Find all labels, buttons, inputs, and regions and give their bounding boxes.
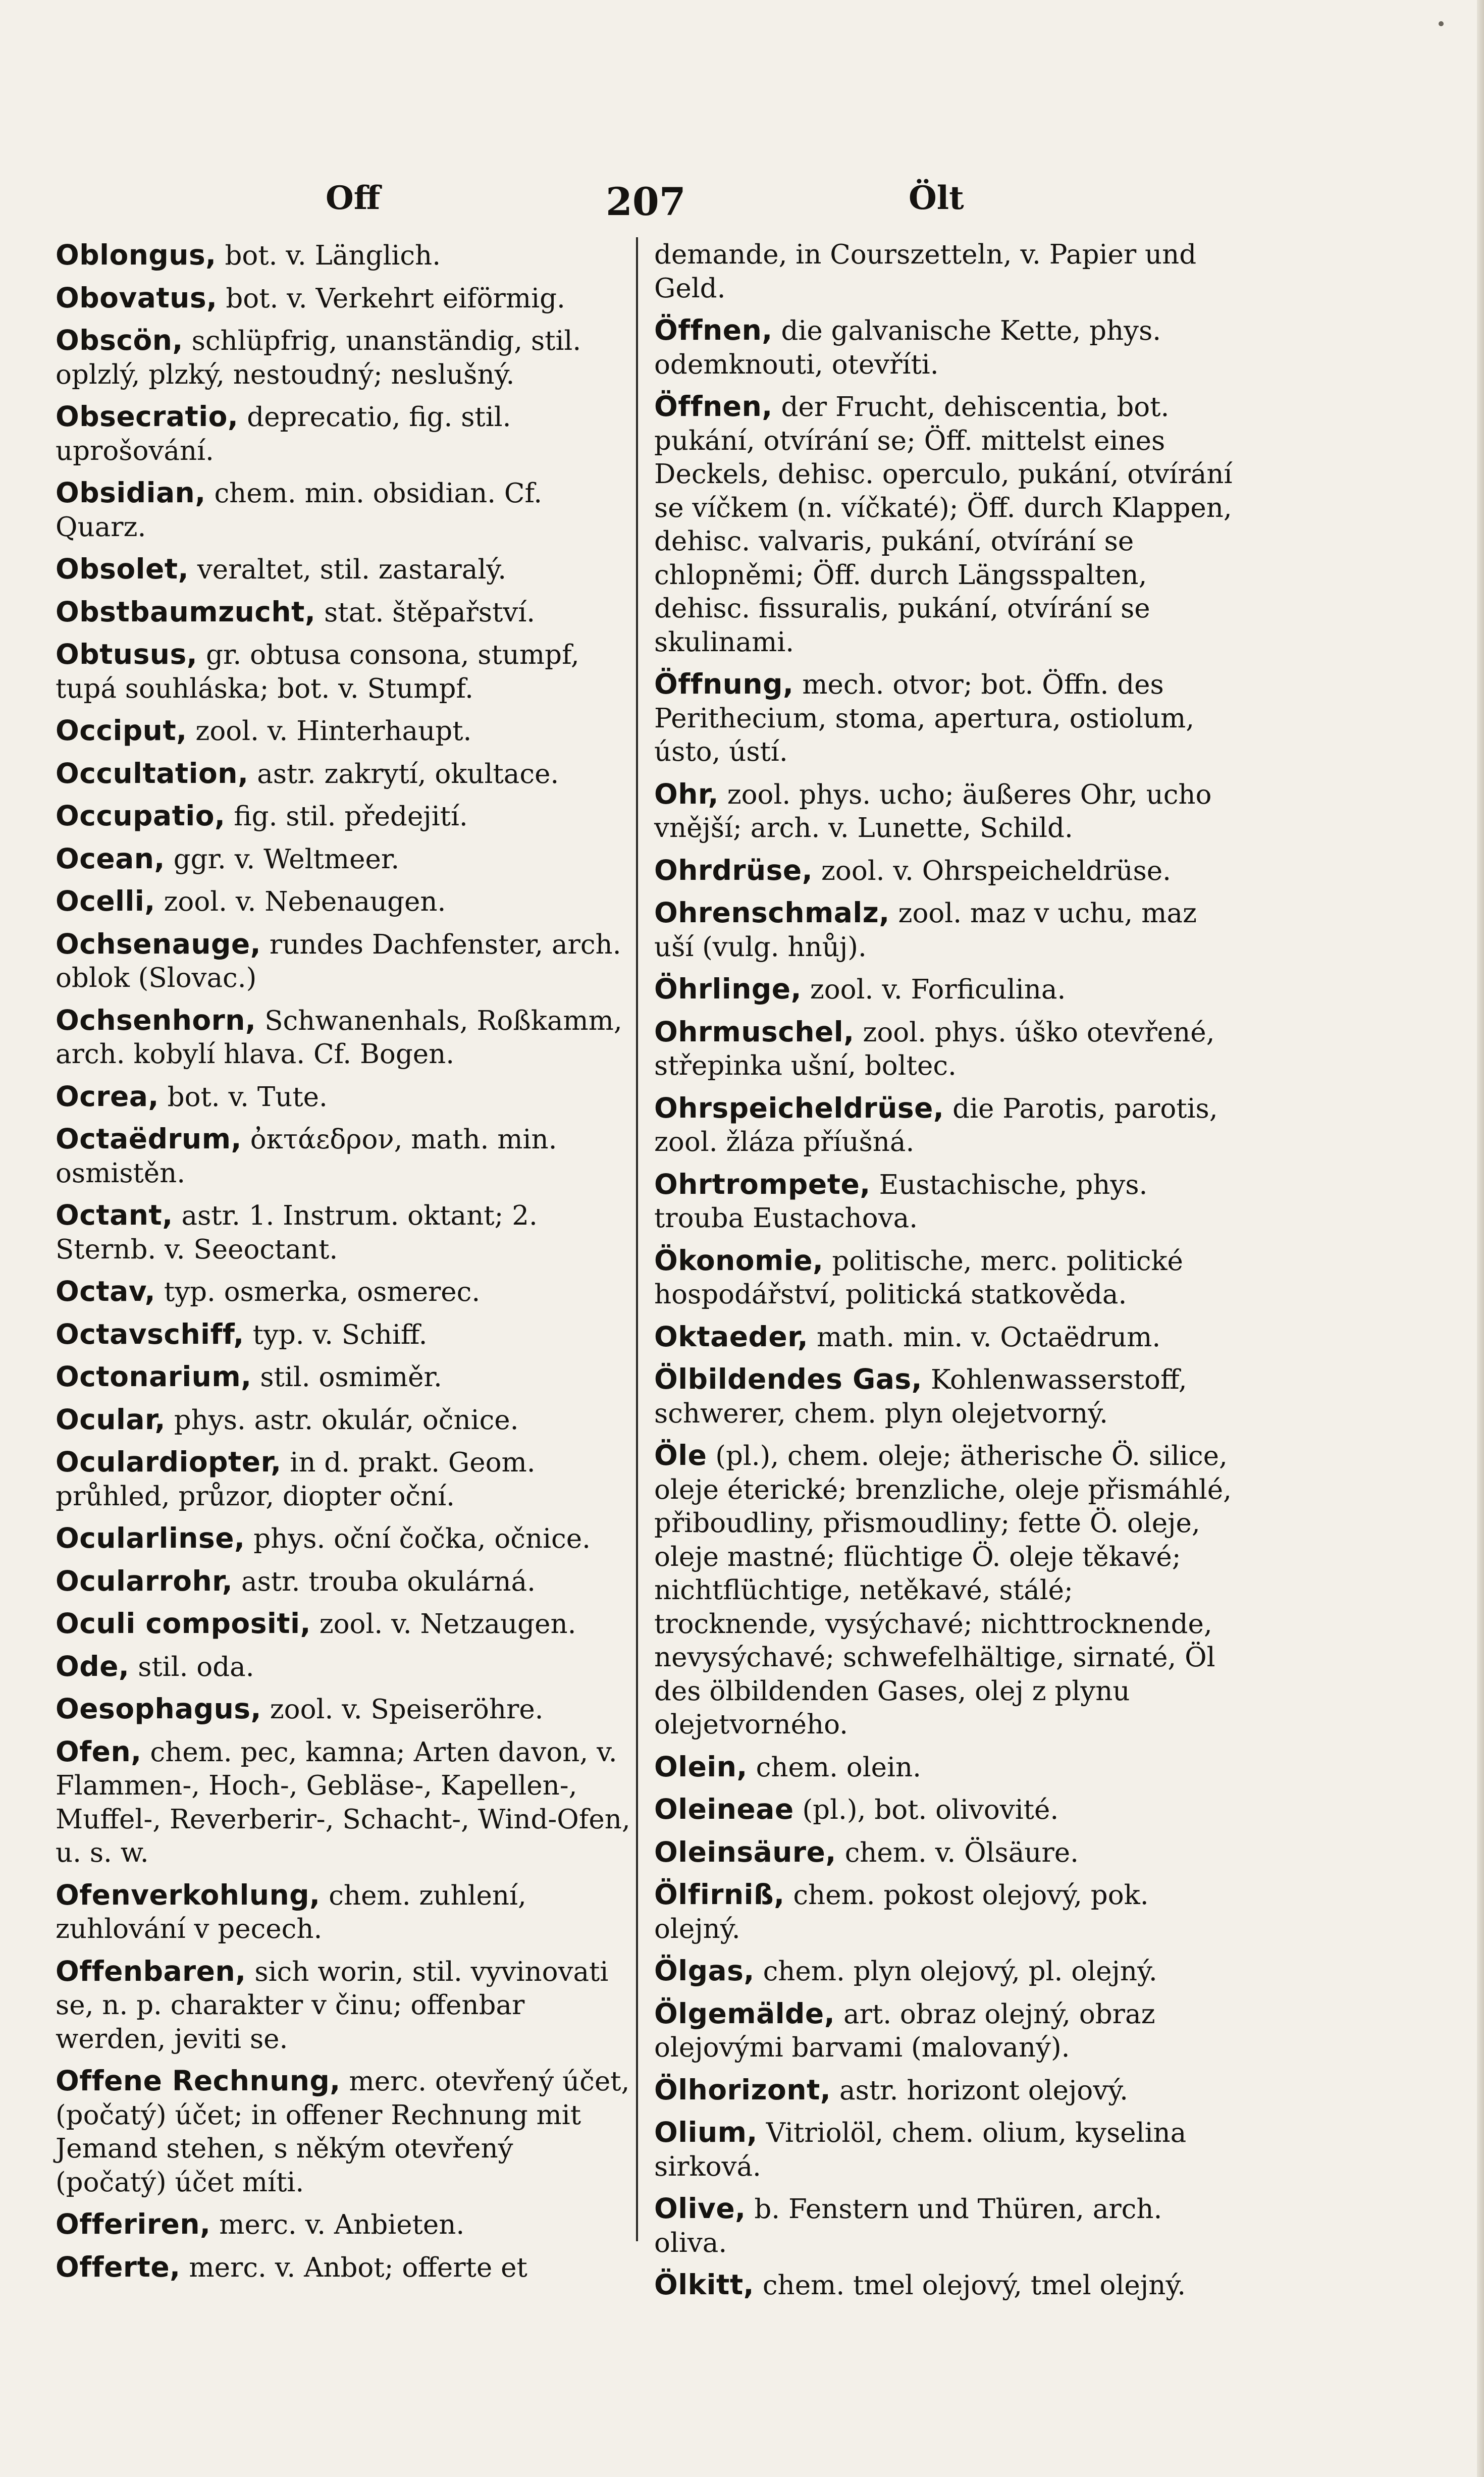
entry-definition: astr. zakrytí, okultace. xyxy=(257,758,559,789)
dictionary-entry xyxy=(56,2207,631,2242)
ink-speck xyxy=(1439,21,1444,26)
page-number: 207 xyxy=(606,179,686,224)
entry-headword: Occupatio, xyxy=(56,800,226,832)
entry-definition: chem. v. Ölsäure. xyxy=(844,1837,1079,1868)
dictionary-entry xyxy=(654,238,1235,305)
header-left-word: Off xyxy=(326,179,381,217)
entry-headword: Ocular, xyxy=(56,1403,166,1436)
entry-headword: Oculi compositi, xyxy=(56,1607,311,1640)
dictionary-entry xyxy=(56,757,631,792)
entry-headword: Obsidian, xyxy=(56,477,206,509)
entry-headword: Obsecratio, xyxy=(56,400,239,433)
entry-headword: Ölbildendes Gas, xyxy=(654,1363,922,1395)
dictionary-entry xyxy=(654,1362,1235,1431)
entry-definition: phys. astr. okulár, očnice. xyxy=(174,1404,519,1436)
entry-definition: deprecatio, fig. stil. uprošování. xyxy=(56,402,511,466)
entry-headword: Olein, xyxy=(654,1750,748,1783)
entry-definition: zool. v. Speiseröhre. xyxy=(270,1694,544,1725)
entry-definition: gr. obtusa consona, stumpf, tupá souhláska; bot. v. Stumpf. xyxy=(56,640,579,704)
entry-headword: Offeriren, xyxy=(56,2208,211,2240)
dictionary-entry xyxy=(654,1439,1235,1742)
entry-headword: Obtusus, xyxy=(56,638,198,670)
entry-definition: stat. štěpařství. xyxy=(324,597,536,628)
entry-headword: Ocularrohr, xyxy=(56,1564,233,1597)
dictionary-entry xyxy=(654,1015,1235,1083)
entry-headword: Oblongus, xyxy=(56,239,217,271)
entry-headword: Ofen, xyxy=(56,1735,142,1768)
entry-definition: zool. v. Hinterhaupt. xyxy=(195,716,472,747)
dictionary-entry xyxy=(56,842,631,877)
running-header xyxy=(66,179,1216,235)
dictionary-entry xyxy=(654,1793,1235,1827)
entry-definition: zool. v. Nebenaugen. xyxy=(164,886,446,917)
entry-definition: in d. prakt. Geom. průhled, průzor, diopter oční. xyxy=(56,1447,536,1512)
entry-definition: rundes Dachfenster, arch. oblok (Slovac.) xyxy=(56,929,621,993)
entry-headword: Öffnen, xyxy=(654,390,773,423)
dictionary-entry xyxy=(56,595,631,630)
entry-definition: demande, in Courszetteln, v. Papier und Geld. xyxy=(654,239,1197,304)
dictionary-entry xyxy=(654,667,1235,769)
entry-definition: (pl.), chem. oleje; ätherische Ö. silice, oleje éterické; brenzliche, oleje přismáhlé, přiboudliny, přismoudliny; fette Ö. oleje, oleje mastné; flüchtige Ö. oleje těkavé; nichtflüchtige, netěkavé, stálé; trocknende, vysýchavé; nichttrocknende, nevysýchavé; schwefelhältige, sirnaté, Öl des ölbildenden Gases, olej z plynu olejetvorného. xyxy=(654,1441,1232,1740)
dictionary-entry xyxy=(654,1320,1235,1355)
entry-definition: chem. pokost olejový, pok. olejný. xyxy=(654,1880,1149,1944)
dictionary-entry xyxy=(654,1878,1235,1946)
dictionary-entry xyxy=(56,2250,631,2285)
entry-headword: Ocularlinse, xyxy=(56,1522,245,1554)
entry-headword: Öle xyxy=(654,1439,707,1471)
entry-definition: zool. phys. ucho; äußeres Ohr, ucho vnější; arch. v. Lunette, Schild. xyxy=(654,779,1212,844)
entry-definition: der Frucht, dehiscentia, bot. pukání, otvírání se; Öff. mittelst eines Deckels, dehisc. operculo, pukání, otvírání se víčkem (n. víčkaté); Öff. durch Klappen, dehisc. valvaris, pukání, otvírání se chlopněmi; Öff. durch Längsspalten, dehisc. fissuralis, pukání, otvírání se skulinami. xyxy=(654,392,1233,658)
entry-definition: zool. v. Netzaugen. xyxy=(319,1609,576,1640)
dictionary-entry xyxy=(654,1091,1235,1160)
dictionary-entry xyxy=(56,1607,631,1642)
entry-definition: veraltet, stil. zastaralý. xyxy=(197,554,507,585)
dictionary-entry xyxy=(56,927,631,995)
entry-definition: die Parotis, parotis, zool. žláza příušná. xyxy=(654,1093,1218,1157)
entry-headword: Ohrenschmalz, xyxy=(654,897,890,929)
entry-definition: chem. zuhlení, zuhlování v pecech. xyxy=(56,1880,526,1944)
dictionary-entry xyxy=(56,1317,631,1352)
dictionary-entry xyxy=(654,1997,1235,2065)
entry-headword: Octant, xyxy=(56,1199,173,1231)
dictionary-entry xyxy=(56,714,631,749)
entry-definition: mech. otvor; bot. Öffn. des Perithecium, stoma, apertura, ostiolum, ústo, ústí. xyxy=(654,669,1195,767)
dictionary-entry xyxy=(56,281,631,316)
dictionary-entry xyxy=(654,2073,1235,2108)
entry-headword: Oesophagus, xyxy=(56,1693,261,1725)
entry-definition: art. obraz olejný, obraz olejovými barvami (malovaný). xyxy=(654,1998,1155,2063)
dictionary-entry xyxy=(654,854,1235,888)
dictionary-entry xyxy=(56,1198,631,1267)
entry-headword: Ocrea, xyxy=(56,1080,159,1113)
entry-headword: Octav, xyxy=(56,1275,156,1307)
entry-headword: Ölgemälde, xyxy=(654,1997,835,2030)
entry-definition: phys. oční čočka, očnice. xyxy=(253,1523,591,1554)
entry-definition: chem. tmel olejový, tmel olejný. xyxy=(762,2270,1186,2301)
entry-headword: Olium, xyxy=(654,2116,758,2148)
dictionary-entry xyxy=(56,1878,631,1946)
dictionary-entry xyxy=(56,1360,631,1395)
dictionary-entry xyxy=(56,552,631,587)
dictionary-entry xyxy=(654,1244,1235,1312)
dictionary-entry xyxy=(56,1521,631,1556)
page-edge xyxy=(1477,0,1484,2477)
left-column xyxy=(56,238,631,2293)
header-right-word: Ölt xyxy=(909,179,964,217)
dictionary-entry xyxy=(56,799,631,834)
entry-headword: Ölgas, xyxy=(654,1955,755,1987)
entry-headword: Ohrdrüse, xyxy=(654,854,813,886)
dictionary-entry xyxy=(654,1954,1235,1989)
entry-headword: Ölkitt, xyxy=(654,2269,755,2301)
entry-definition: math. min. v. Octaëdrum. xyxy=(817,1322,1161,1353)
entry-definition: zool. v. Forficulina. xyxy=(810,974,1066,1005)
entry-headword: Octaëdrum, xyxy=(56,1123,242,1155)
dictionary-entry xyxy=(56,1122,631,1190)
entry-definition: typ. v. Schiff. xyxy=(252,1319,428,1350)
entry-headword: Ohr, xyxy=(654,777,719,810)
entry-headword: Offenbaren, xyxy=(56,1955,246,1987)
dictionary-entry xyxy=(56,2064,631,2199)
entry-definition: chem. olein. xyxy=(756,1752,921,1783)
dictionary-entry xyxy=(56,1445,631,1513)
entry-definition: chem. plyn olejový, pl. olejný. xyxy=(763,1956,1157,1987)
dictionary-entry xyxy=(56,1403,631,1438)
dictionary-entry xyxy=(654,390,1235,659)
entry-definition: Kohlenwasserstoff, schwerer, chem. plyn olejetvorný. xyxy=(654,1364,1187,1429)
entry-definition: stil. osmiměr. xyxy=(260,1362,442,1393)
entry-headword: Ölhorizont, xyxy=(654,2073,831,2106)
entry-definition: chem. min. obsidian. Cf. Quarz. xyxy=(56,478,543,543)
dictionary-entry xyxy=(56,638,631,706)
entry-definition: chem. pec, kamna; Arten davon, v. Flammen-, Hoch-, Gebläse-, Kapellen-, Muffel-, Reverberir-, Schacht-, Wind-Ofen, u. s. w. xyxy=(56,1736,630,1868)
entry-headword: Ökonomie, xyxy=(654,1244,824,1277)
dictionary-entry xyxy=(654,972,1235,1007)
entry-definition: zool. maz v uchu, maz uší (vulg. hnůj). xyxy=(654,898,1197,963)
dictionary-entry xyxy=(654,777,1235,846)
entry-definition: politische, merc. politické hospodářství, politická statkověda. xyxy=(654,1245,1183,1310)
dictionary-entry xyxy=(56,1080,631,1115)
entry-headword: Offerte, xyxy=(56,2250,181,2283)
entry-headword: Ocelli, xyxy=(56,885,155,917)
dictionary-entry xyxy=(654,313,1235,382)
dictionary-entry xyxy=(654,1168,1235,1236)
dictionary-entry xyxy=(654,2192,1235,2260)
entry-definition: merc. v. Anbot; offerte et xyxy=(189,2252,527,2283)
entry-headword: Öhrlinge, xyxy=(654,973,802,1005)
entry-definition: bot. v. Tute. xyxy=(167,1081,328,1113)
entry-definition: astr. 1. Instrum. oktant; 2. Sternb. v. Seeoctant. xyxy=(56,1200,538,1265)
entry-definition: stil. oda. xyxy=(138,1651,254,1682)
entry-headword: Ölfirniß, xyxy=(654,1878,785,1911)
entry-headword: Öffnen, xyxy=(654,314,773,346)
entry-definition: sich worin, stil. vyvinovati se, n. p. charakter v činu; offenbar werden, jeviti se. xyxy=(56,1956,609,2054)
entry-headword: Occiput, xyxy=(56,714,187,747)
entry-headword: Ohrmuschel, xyxy=(654,1015,855,1048)
entry-definition: typ. osmerka, osmerec. xyxy=(164,1277,481,1307)
entry-headword: Ocean, xyxy=(56,842,165,875)
entry-definition: Schwanenhals, Roßkamm, arch. kobylí hlava. Cf. Bogen. xyxy=(56,1005,622,1070)
dictionary-entry xyxy=(56,1004,631,1072)
entry-definition: ὀκτάεδρον, math. min. osmistěn. xyxy=(56,1124,557,1189)
dictionary-entry xyxy=(56,1735,631,1870)
entry-definition: b. Fenstern und Thüren, arch. oliva. xyxy=(654,2194,1162,2258)
dictionary-entry xyxy=(654,1750,1235,1785)
dictionary-entry xyxy=(56,1564,631,1599)
entry-headword: Octonarium, xyxy=(56,1360,252,1393)
dictionary-entry xyxy=(654,1835,1235,1870)
dictionary-entry xyxy=(56,238,631,273)
entry-headword: Oleinsäure, xyxy=(654,1835,836,1868)
entry-headword: Oleineae xyxy=(654,1793,794,1825)
entry-headword: Occultation, xyxy=(56,757,249,789)
entry-headword: Ochsenauge, xyxy=(56,927,261,960)
entry-headword: Ochsenhorn, xyxy=(56,1004,256,1036)
entry-headword: Oculardiopter, xyxy=(56,1446,282,1478)
entry-headword: Octavschiff, xyxy=(56,1317,244,1350)
entry-headword: Olive, xyxy=(654,2192,746,2225)
entry-definition: zool. v. Ohrspeicheldrüse. xyxy=(821,855,1172,886)
entry-definition: zool. phys. úško otevřené, střepinka ušní, boltec. xyxy=(654,1017,1215,1081)
dictionary-entry xyxy=(56,1275,631,1309)
dictionary-entry xyxy=(56,884,631,919)
entry-definition: Vitriolöl, chem. olium, kyselina sirková. xyxy=(654,2118,1187,2182)
right-column xyxy=(654,238,1235,2311)
entry-definition: die galvanische Kette, phys. odemknouti, otevříti. xyxy=(654,315,1161,380)
entry-headword: Offene Rechnung, xyxy=(56,2065,341,2097)
entry-headword: Obscön, xyxy=(56,324,183,356)
entry-headword: Ohrtrompete, xyxy=(654,1168,871,1200)
entry-definition: astr. trouba okulárná. xyxy=(241,1566,536,1597)
entry-headword: Ofenverkohlung, xyxy=(56,1878,321,1911)
entry-definition: (pl.), bot. olivovité. xyxy=(802,1795,1059,1825)
entry-headword: Ode, xyxy=(56,1650,130,1682)
entry-definition: bot. v. Verkehrt eiförmig. xyxy=(226,283,565,314)
entry-definition: merc. otevřený účet, (počatý) účet; in offener Rechnung mit Jemand stehen, s někým otevřený (počatý) účet míti. xyxy=(56,2066,630,2198)
entry-definition: merc. v. Anbieten. xyxy=(219,2209,465,2240)
column-divider xyxy=(636,237,638,2241)
entry-definition: schlüpfrig, unanständig, stil. oplzlý, plzký, nestoudný; neslušný. xyxy=(56,326,581,390)
dictionary-entry xyxy=(56,1692,631,1727)
dictionary-entry xyxy=(654,2116,1235,2184)
dictionary-entry xyxy=(56,1650,631,1684)
entry-headword: Obovatus, xyxy=(56,281,218,314)
entry-headword: Ohrspeicheldrüse, xyxy=(654,1091,944,1124)
entry-definition: ggr. v. Weltmeer. xyxy=(173,844,400,875)
dictionary-entry xyxy=(56,400,631,468)
entry-definition: fig. stil. předejití. xyxy=(234,801,468,832)
dictionary-entry xyxy=(56,1955,631,2057)
entry-definition: bot. v. Länglich. xyxy=(225,240,441,271)
dictionary-entry xyxy=(56,324,631,392)
entry-headword: Obsolet, xyxy=(56,553,189,585)
dictionary-entry xyxy=(654,2268,1235,2303)
entry-definition: Eustachische, phys. trouba Eustachova. xyxy=(654,1169,1148,1234)
dictionary-entry xyxy=(56,476,631,544)
entry-headword: Oktaeder, xyxy=(654,1320,809,1353)
entry-headword: Öffnung, xyxy=(654,668,794,700)
entry-definition: astr. horizont olejový. xyxy=(839,2075,1129,2106)
dictionary-entry xyxy=(654,896,1235,964)
entry-headword: Obstbaumzucht, xyxy=(56,595,316,628)
